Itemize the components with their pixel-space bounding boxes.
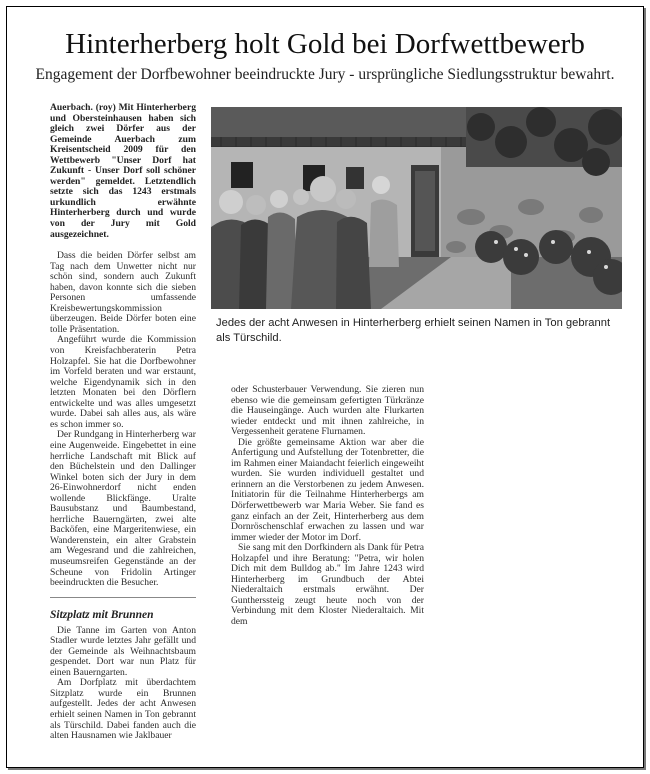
body-paragraph: Sie sang mit den Dorfkindern als Dank für Petra Holzapfel und ihre Beratung: "Petra, wir holen Dich mit dem Bulldog ab." Im Jahre 1243 wird Hinterherberg im Grundbuch der Abtei Niederaltaich erstmals erwähnt. Der Guntherssteig zeugt heute noch von der Verbindung mit dem Kloster Niederaltaich. Mit dem (231, 542, 424, 628)
body-paragraph: Angeführt wurde die Kommission von Kreisfachberaterin Petra Holzapfel. Sie hat die Dorfbewohner im Vorfeld beraten und war erstaunt, welche Eigendynamik sich in den letzten Monaten bei den Dörflern entwickelte und was alles umgesetzt wurde. Dabei sah alles aus, als wäre es schon immer so. (50, 334, 196, 430)
article-subheadline: Engagement der Dorfbewohner beeindruckte Jury - ursprüngliche Siedlungsstruktur bewahrt. (35, 66, 615, 83)
section-divider (50, 597, 196, 598)
body-paragraph: Am Dorfplatz mit überdachtem Sitzplatz wurde ein Brunnen aufgestellt. Jedes der acht Anwesen erhielt seinen Namen in Ton gebrannt als Türschild. Dabei fanden auch die alten Hausnamen wie Jaklbauer (50, 677, 196, 742)
newspaper-clipping (6, 6, 644, 768)
article-headline: Hinterherberg holt Gold bei Dorfwettbewerb (65, 28, 585, 60)
section-title: Sitzplatz mit Brunnen (50, 608, 154, 621)
text-column-left (50, 103, 196, 742)
body-paragraph: Dass die beiden Dörfer selbst am Tag nach dem Unwetter nicht nur schön sind, sondern auch Zukunft haben, davon konnte sich die sieben Personen umfassende Kreisbewertungskommission überzeugen. Beide Dörfer boten eine tolle Präsentation. (50, 250, 196, 335)
body-paragraph: Die größte gemeinsame Aktion war aber die Anfertigung und Aufstellung der Totenbretter, die im Rahmen einer Maiandacht feierlich eingeweiht wurden. Sie wurden individuell gestaltet und erinnern an die Verstorbenen zu jedem Anwesen. Initiatorin für die Teilnahme Hinterherbergs am Dörferwettbewerb war Maria Weber. Sie fand es ganz einfach an der Zeit, Hinterherberg aus dem Dornröschenschlaf erwachen zu lassen und war immer wieder der Motor im Dorf. (231, 436, 424, 543)
article-photo (211, 107, 622, 309)
photo-caption: Jedes der acht Anwesen in Hinterherberg erhielt seinen Namen in Ton gebrannt als Türschild. (216, 317, 611, 344)
body-paragraph: oder Schusterbauer Verwendung. Sie zieren nun ebenso wie die gemeinsam gefertigten Türkränze die Hauseingänge. Auch wurden alte Flurkarten wieder entdeckt und mit ihnen zahlreiche, in Vergessenheit geratene Flurnamen. (231, 384, 424, 438)
photo-village-group-image (211, 107, 622, 309)
body-paragraph: Der Rundgang in Hinterherberg war eine Augenweide. Eingebettet in eine herrliche Landschaft mit Blick auf den Büchelstein und den Dallinger Winkel boten sich der Jury in dem 26-Einwohnerdorf nicht enden wollende Blickfänge. Uralte Bausubstanz und Baumbestand, herrliche Bauerngärten, zwei alte Backöfen, eine Margeritenwiese, ein Wanderenstein, ein alter Grabstein am Wegesrand und die zahlreichen, museumsreifen Gegenstände an der Scheune von Fridolin Artinger beeindruckten die Besucher. (50, 429, 196, 589)
lead-paragraph: Auerbach. (roy) Mit Hinterherberg und Obersteinhausen haben sich gleich zwei Dörfer aus der Gemeinde Auerbach zum Kreisentscheid 2009 für den Wettbewerb "Unser Dorf hat Zukunft - Unser Dorf soll schöner werden" gemeldet. Letztendlich setzte sich das 1243 erstmals urkundlich erwähnte Hinterherberg durch und wurde von der Jury mit Gold ausgezeichnet. (50, 102, 196, 240)
body-paragraph: Die Tanne im Garten von Anton Stadler wurde letztes Jahr gefällt und der Gemeinde als Weihnachtsbaum gespendet. Dort war nun Platz für einen Bauerngarten. (50, 624, 196, 678)
text-column-right (231, 385, 424, 628)
